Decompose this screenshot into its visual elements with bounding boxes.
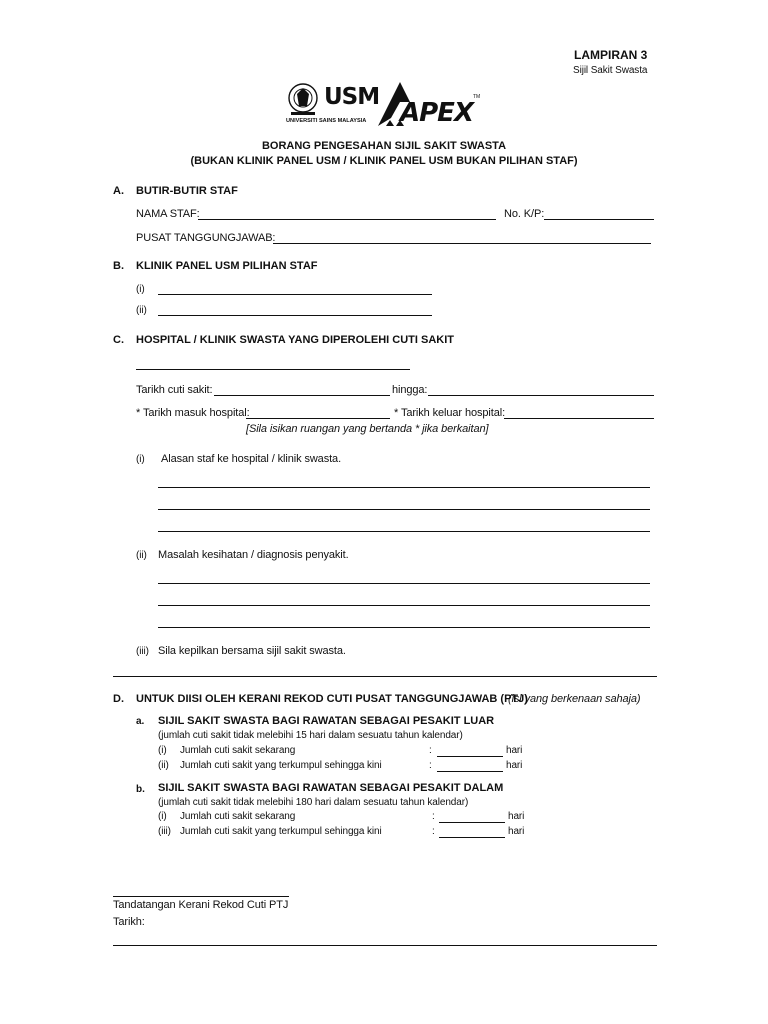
section-c-heading: HOSPITAL / KLINIK SWASTA YANG DIPEROLEHI CUTI SAKIT	[136, 334, 455, 346]
section-b-heading: KLINIK PANEL USM PILIHAN STAF	[136, 260, 318, 272]
part-b-cumulative-field[interactable]	[439, 837, 505, 838]
part-a-item-2-colon: :	[429, 760, 432, 771]
discharge-date-label: * Tarikh keluar hospital:	[394, 407, 506, 419]
mc-from-field[interactable]	[214, 395, 390, 396]
staff-name-field[interactable]	[198, 219, 496, 220]
section-c-letter: C.	[113, 334, 124, 346]
part-a-item-2-text: Jumlah cuti sakit yang terkumpul sehingga kini	[180, 760, 382, 771]
footer-divider	[113, 945, 657, 946]
clinic-item-1-number: (i)	[136, 284, 145, 295]
usm-logo	[286, 76, 380, 130]
clinic-field-1[interactable]	[158, 294, 432, 295]
part-b-item-2-text: Jumlah cuti sakit yang terkumpul sehingga kini	[180, 826, 382, 837]
part-b-item-2-colon: :	[432, 826, 435, 837]
mc-to-label: hingga:	[392, 384, 428, 396]
ptj-field[interactable]	[273, 243, 651, 244]
form-subtitle: (BUKAN KLINIK PANEL USM / KLINIK PANEL USM BUKAN PILIHAN STAF)	[190, 155, 578, 167]
section-b-letter: B.	[113, 260, 124, 272]
part-a-note: (jumlah cuti sakit tidak melebihi 15 hari dalam sesuatu tahun kalendar)	[158, 730, 463, 741]
reason-line-1[interactable]	[158, 487, 650, 488]
part-a-current-field[interactable]	[437, 756, 503, 757]
section-d-heading: UNTUK DIISI OLEH KERANI REKOD CUTI PUSAT TANGGUNGJAWAB (PTJ)	[136, 693, 528, 705]
apex-wordmark: APEX	[400, 98, 473, 128]
q2-text: Masalah kesihatan / diagnosis penyakit.	[158, 549, 349, 561]
part-b-current-field[interactable]	[439, 822, 505, 823]
part-b-item-1-text: Jumlah cuti sakit sekarang	[180, 811, 296, 822]
section-d-note: (isi yang berkenaan sahaja)	[508, 693, 641, 705]
ptj-label: PUSAT TANGGUNGJAWAB:	[136, 232, 276, 244]
asterisk-note: [Sila isikan ruangan yang bertanda * jika berkaitan]	[246, 423, 489, 435]
diagnosis-line-2[interactable]	[158, 605, 650, 606]
admit-date-field[interactable]	[246, 418, 390, 419]
reason-line-3[interactable]	[158, 531, 650, 532]
clinic-field-2[interactable]	[158, 315, 432, 316]
part-a-item-1-colon: :	[429, 745, 432, 756]
q1-text: Alasan staf ke hospital / klinik swasta.	[161, 453, 342, 465]
part-b-letter: b.	[136, 784, 145, 795]
part-b-title: SIJIL SAKIT SWASTA BAGI RAWATAN SEBAGAI PESAKIT DALAM	[158, 782, 504, 794]
discharge-date-field[interactable]	[504, 418, 654, 419]
part-b-item-1-colon: :	[432, 811, 435, 822]
ic-number-field[interactable]	[544, 219, 654, 220]
part-a-item-1-text: Jumlah cuti sakit sekarang	[180, 745, 296, 756]
part-b-item-1-unit: hari	[508, 811, 525, 822]
diagnosis-line-1[interactable]	[158, 583, 650, 584]
hospital-name-field[interactable]	[136, 369, 410, 370]
q3-number: (iii)	[136, 646, 149, 657]
staff-name-label: NAMA STAF:	[136, 208, 200, 220]
signature-field[interactable]	[113, 896, 289, 897]
part-a-title: SIJIL SAKIT SWASTA BAGI RAWATAN SEBAGAI PESAKIT LUAR	[158, 715, 495, 727]
section-divider	[113, 676, 657, 677]
part-a-letter: a.	[136, 716, 145, 727]
part-a-item-2-unit: hari	[506, 760, 523, 771]
part-b-item-1-number: (i)	[158, 811, 167, 822]
section-a-letter: A.	[113, 185, 124, 197]
mc-to-field[interactable]	[428, 395, 654, 396]
part-b-note: (jumlah cuti sakit tidak melebihi 180 hari dalam sesuatu tahun kalendar)	[158, 797, 469, 808]
section-a-heading: BUTIR-BUTIR STAF	[136, 185, 238, 197]
apex-logo	[376, 78, 484, 130]
annex-label: LAMPIRAN 3	[574, 48, 648, 62]
diagnosis-line-3[interactable]	[158, 627, 650, 628]
part-b-item-2-unit: hari	[508, 826, 525, 837]
reason-line-2[interactable]	[158, 509, 650, 510]
part-a-item-1-unit: hari	[506, 745, 523, 756]
q1-number: (i)	[136, 454, 145, 465]
date-label: Tarikh:	[113, 916, 145, 928]
mc-from-label: Tarikh cuti sakit:	[136, 384, 213, 396]
part-b-item-2-number: (iii)	[158, 826, 171, 837]
apex-tm: TM	[473, 94, 481, 100]
part-a-item-2-number: (ii)	[158, 760, 169, 771]
usm-wordmark: USM	[324, 84, 380, 110]
part-a-cumulative-field[interactable]	[437, 771, 503, 772]
section-d-letter: D.	[113, 693, 124, 705]
usm-caption: UNIVERSITI SAINS MALAYSIA	[286, 118, 367, 124]
clinic-item-2-number: (ii)	[136, 305, 147, 316]
part-a-item-1-number: (i)	[158, 745, 167, 756]
annex-subtitle: Sijil Sakit Swasta	[573, 65, 648, 76]
signature-label: Tandatangan Kerani Rekod Cuti PTJ	[113, 899, 289, 911]
form-title: BORANG PENGESAHAN SIJIL SAKIT SWASTA	[261, 140, 507, 152]
ic-number-label: No. K/P:	[504, 208, 545, 220]
q2-number: (ii)	[136, 550, 147, 561]
q3-text: Sila kepilkan bersama sijil sakit swasta.	[158, 645, 346, 657]
admit-date-label: * Tarikh masuk hospital:	[136, 407, 250, 419]
